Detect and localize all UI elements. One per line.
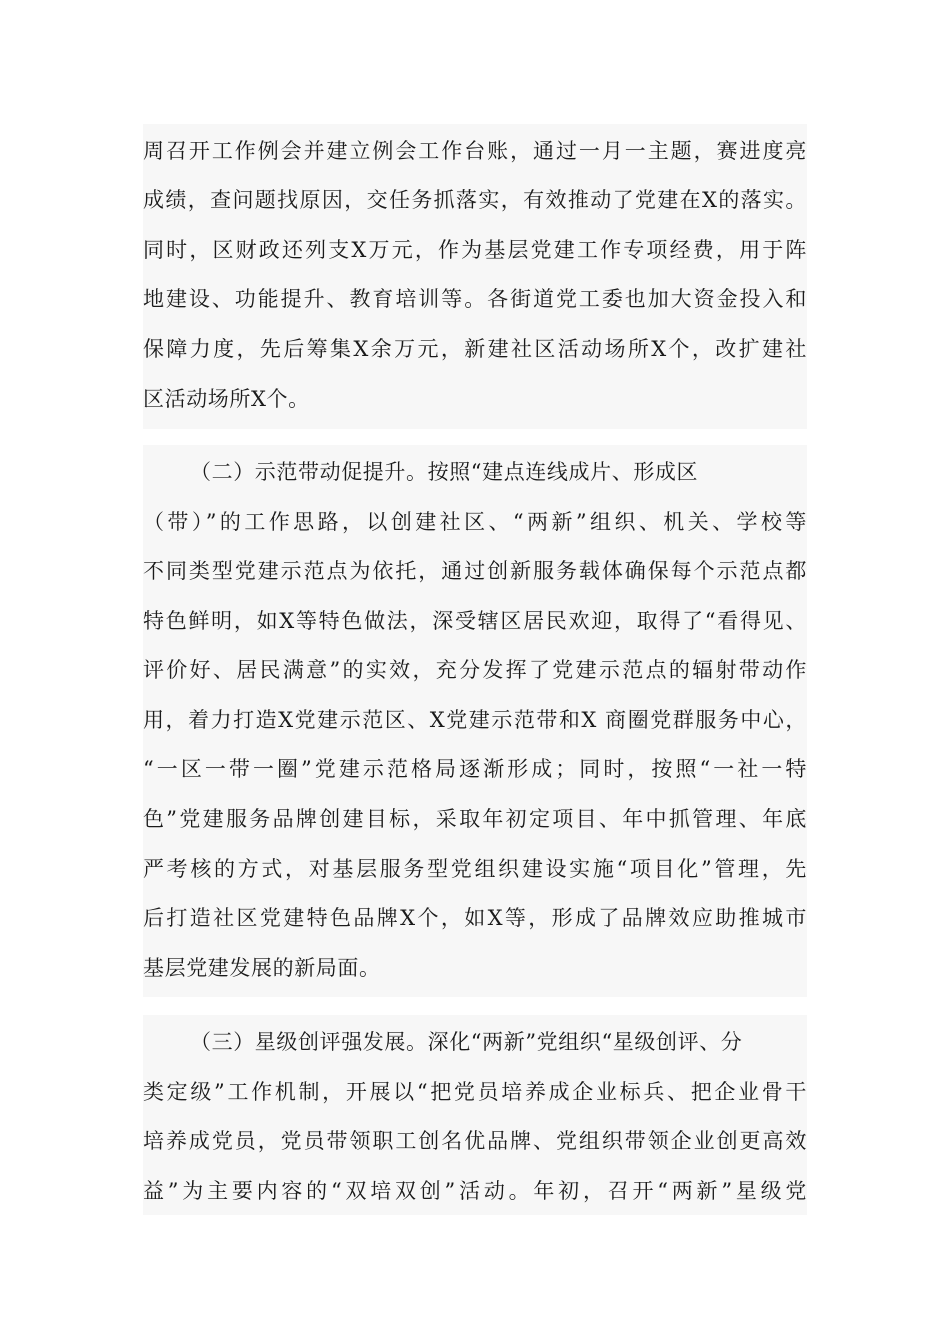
section-heading-line: （二）示范带动促提升。按照“建点连线成片、形成区 (190, 460, 699, 484)
paragraph-block-3 (143, 1015, 807, 1215)
text-line: 基层党建发展的新局面。 (143, 956, 381, 980)
text-line: （带）”的工作思路，以创建社区、“两新”组织、机关、学校等 (143, 510, 807, 534)
paragraph-block-2 (143, 445, 807, 997)
text-line: 周召开工作例会并建立例会工作台账，通过一月一主题，赛进度亮 (143, 139, 807, 163)
text-line: 特色鲜明，如X等特色做法，深受辖区居民欢迎，取得了“看得见、 (143, 609, 807, 633)
text-line: “一区一带一圈”党建示范格局逐渐形成；同时，按照“一社一特 (143, 757, 807, 781)
text-line: 不同类型党建示范点为依托，通过创新服务载体确保每个示范点都 (143, 559, 807, 583)
text-line: 同时，区财政还列支X万元，作为基层党建工作专项经费，用于阵 (143, 238, 807, 262)
text-line: 类定级”工作机制，开展以“把党员培养成企业标兵、把企业骨干 (143, 1080, 807, 1104)
text-line: 培养成党员，党员带领职工创名优品牌、党组织带领企业创更高效 (143, 1129, 807, 1153)
text-line: 成绩，查问题找原因，交任务抓落实，有效推动了党建在X的落实。 (143, 188, 807, 212)
text-line: 保障力度，先后筹集X余万元，新建社区活动场所X个，改扩建社 (143, 337, 807, 361)
text-line: 色”党建服务品牌创建目标，采取年初定项目、年中抓管理、年底 (143, 807, 807, 831)
text-line: 评价好、居民满意”的实效，充分发挥了党建示范点的辐射带动作 (143, 658, 807, 682)
section-heading-line: （三）星级创评强发展。深化“两新”党组织“星级创评、分 (190, 1030, 743, 1054)
text-line: 用，着力打造X党建示范区、X党建示范带和X 商圈党群服务中心， (143, 708, 807, 732)
text-line: 后打造社区党建特色品牌X个，如X等，形成了品牌效应助推城市 (143, 906, 807, 930)
text-line: 地建设、功能提升、教育培训等。各街道党工委也加大资金投入和 (143, 287, 807, 311)
text-line: 益”为主要内容的“双培双创”活动。年初，召开“两新”星级党 (143, 1179, 807, 1203)
text-line: 严考核的方式，对基层服务型党组织建设实施“项目化”管理，先 (143, 857, 807, 881)
paragraph-block-1 (143, 124, 807, 429)
text-line: 区活动场所X个。 (143, 387, 310, 411)
